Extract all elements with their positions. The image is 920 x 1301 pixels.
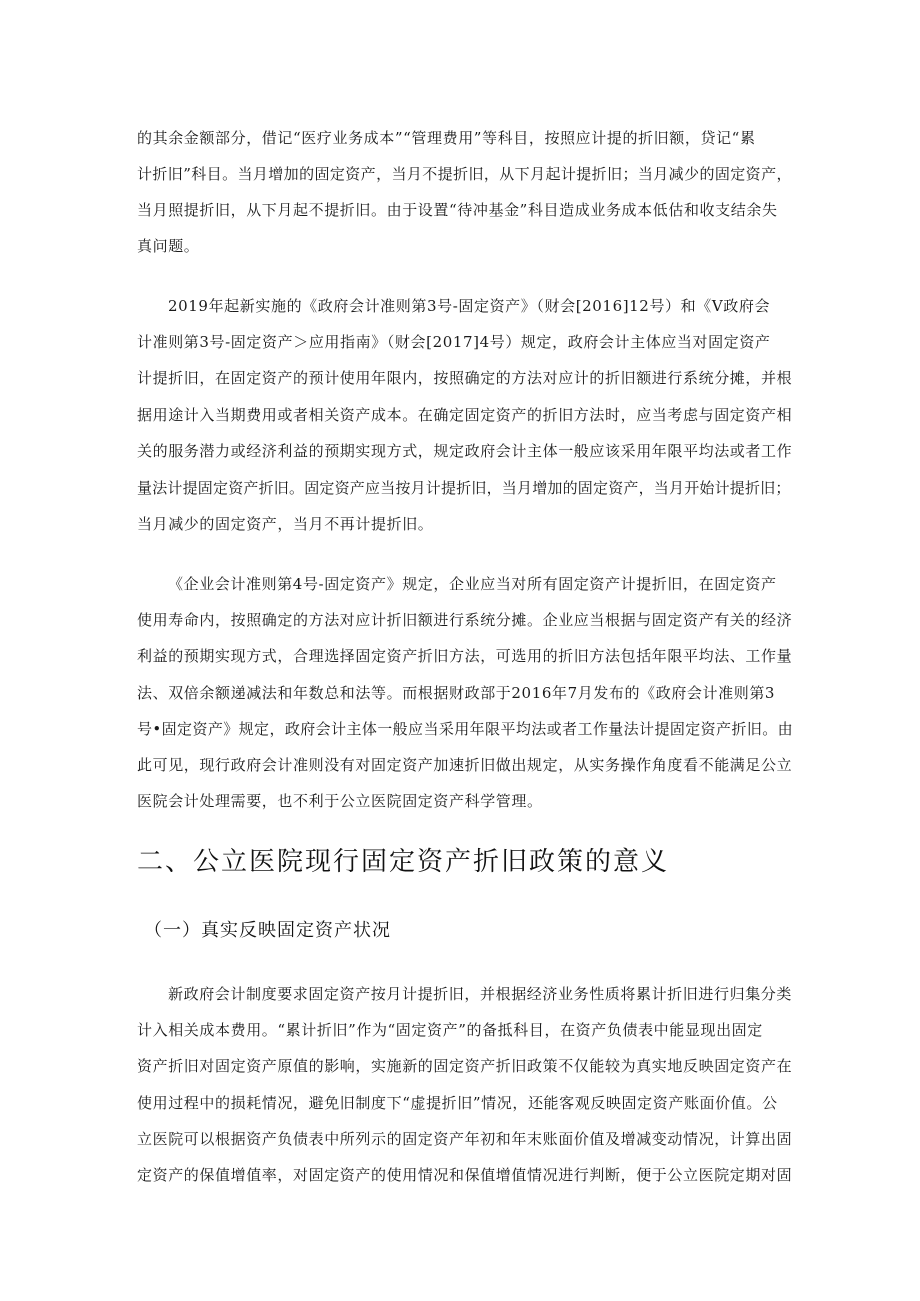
text-line: 利益的预期实现方式，合理选择固定资产折旧方法，可选用的折旧方法包括年限平均法、工作量 bbox=[137, 647, 793, 665]
section-heading: 二、公立医院现行固定资产折旧政策的意义 bbox=[137, 847, 670, 877]
text-line: 计入相关成本费用。“累计折旧”作为“固定资产”的备抵科目，在资产负债表中能显现出固定 bbox=[137, 1021, 763, 1039]
text-line: 计准则第3号-固定资产＞应用指南》（财会[2017]4号）规定，政府会计主体应当对固定资产 bbox=[137, 333, 771, 351]
text-line: 计提折旧，在固定资产的预计使用年限内，按照确定的方法对应计的折旧额进行系统分摊，并根 bbox=[137, 369, 793, 387]
text-line: 医院会计处理需要，也不利于公立医院固定资产科学管理。 bbox=[137, 792, 543, 810]
text-line: 当月减少的固定资产，当月不再计提折旧。 bbox=[137, 515, 434, 533]
text-line: 此可见，现行政府会计准则没有对固定资产加速折旧做出规定，从实务操作角度看不能满足公立 bbox=[137, 756, 793, 774]
text-line: 号•固定资产》规定，政府会计主体一般应当采用年限平均法或者工作量法计提固定资产折旧。由 bbox=[137, 720, 794, 738]
subsection-heading: （一）真实反映固定资产状况 bbox=[144, 920, 391, 941]
text-line: 计折旧”科目。当月增加的固定资产，当月不提折旧，从下月起计提折旧；当月减少的固定资产， bbox=[137, 165, 792, 183]
text-line: 的其余金额部分，借记“医疗业务成本”“管理费用”等科目，按照应计提的折旧额，贷记“累 bbox=[137, 129, 756, 147]
text-line: 2019年起新实施的《政府会计准则第3号-固定资产》（财会[2016]12号）和《V政府会 bbox=[168, 297, 771, 315]
text-line: 资产折旧对固定资产原值的影响，实施新的固定资产折旧政策不仅能较为真实地反映固定资产在 bbox=[137, 1057, 793, 1075]
text-line: 量法计提固定资产折旧。固定资产应当按月计提折旧，当月增加的固定资产，当月开始计提折旧； bbox=[137, 479, 791, 497]
text-line: 关的服务潜力或经济利益的预期实现方式，规定政府会计主体一般应该采用年限平均法或者工作 bbox=[137, 442, 793, 460]
text-line: 使用寿命内，按照确定的方法对应计折旧额进行系统分摊。企业应当根据与固定资产有关的经济 bbox=[137, 611, 793, 629]
text-line: 当月照提折旧，从下月起不提折旧。由于设置“待冲基金”科目造成业务成本低估和收支结余失 bbox=[137, 201, 778, 219]
text-line: 据用途计入当期费用或者相关资产成本。在确定固定资产的折旧方法时，应当考虑与固定资产相 bbox=[137, 406, 793, 424]
text-line: 真问题。 bbox=[137, 237, 200, 255]
text-line: 立医院可以根据资产负债表中所列示的固定资产年初和年末账面价值及增减变动情况，计算出固 bbox=[137, 1130, 793, 1148]
text-line: 新政府会计制度要求固定资产按月计提折旧，并根据经济业务性质将累计折旧进行归集分类 bbox=[168, 985, 793, 1003]
text-line: 《企业会计准则第4号-固定资产》规定，企业应当对所有固定资产计提折旧，在固定资产 bbox=[168, 575, 777, 593]
text-line: 使用过程中的损耗情况，避免旧制度下“虚提折旧”情况，还能客观反映固定资产账面价值。公 bbox=[137, 1094, 778, 1112]
text-line: 定资产的保值增值率，对固定资产的使用情况和保值增值情况进行判断，便于公立医院定期对固 bbox=[137, 1166, 793, 1184]
text-line: 法、双倍余额递减法和年数总和法等。而根据财政部于2016年7月发布的《政府会计准则第3 bbox=[137, 684, 776, 702]
